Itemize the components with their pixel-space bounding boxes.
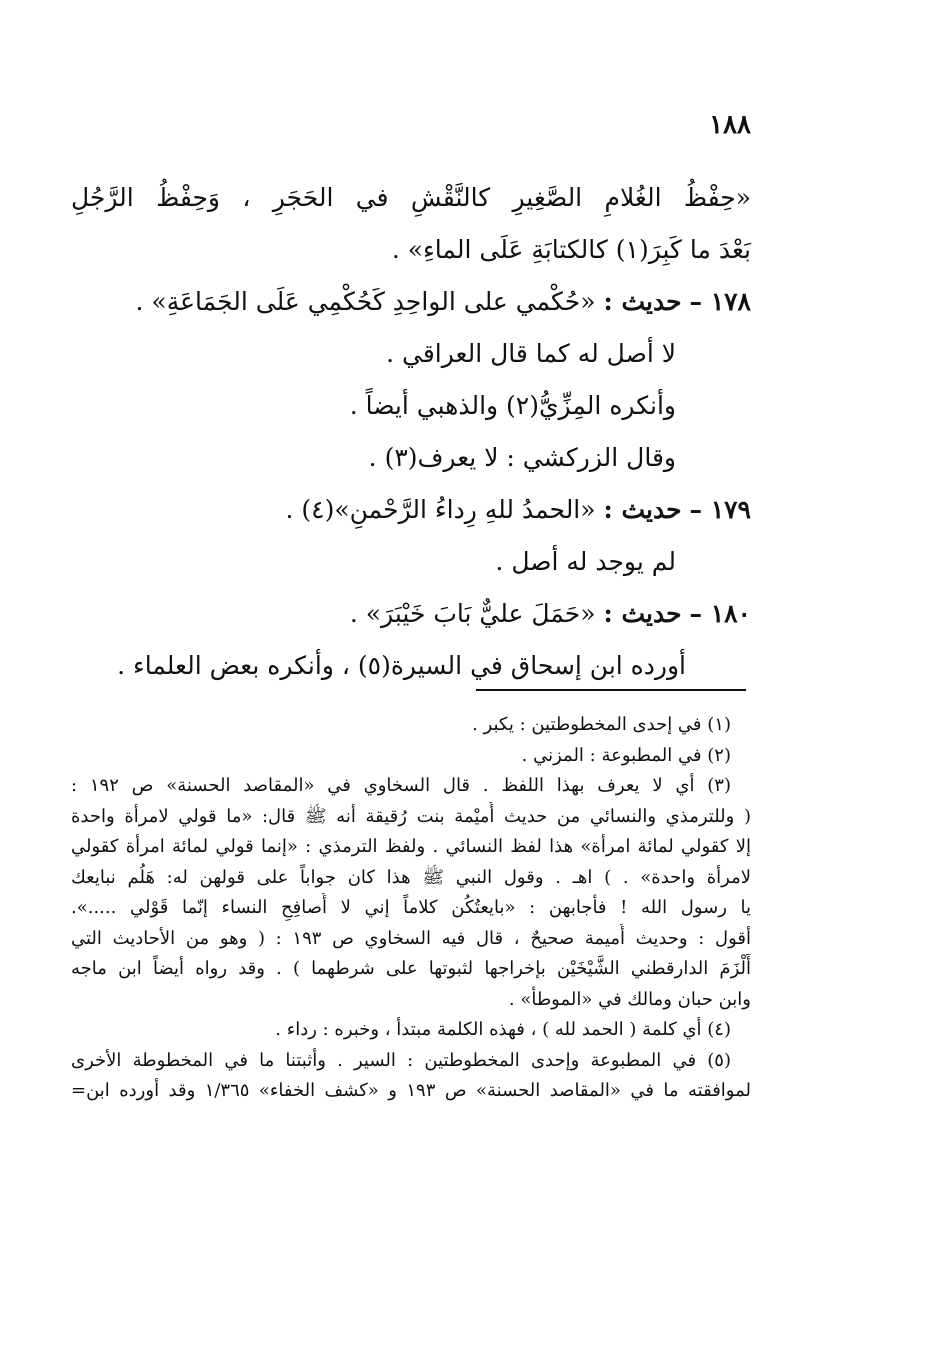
- page-number: ١٨٨: [709, 110, 751, 140]
- footnote-line: أقول : وحديث أُميمة صحيحٌ ، قال فيه السخاوي ص ١٩٣ : ( وهو من الأحاديث التي: [71, 927, 751, 949]
- hadith-text: «حَمَلَ عليٌّ بَابَ خَيْبَرَ» .: [349, 599, 596, 628]
- text-line: بَعْدَ ما كَبِرَ(١) كالكتابَةِ عَلَى الماءِ» .: [391, 235, 751, 264]
- hadith-text: «حُكْمي على الواحِدِ كَحُكْمِي عَلَى الجَمَاعَةِ» .: [135, 287, 596, 316]
- hadith-note: لا أصل له كما قال العراقي .: [386, 339, 676, 368]
- hadith-number: ١٨٠ –: [689, 599, 751, 628]
- footnote-line: لامرأة واحدة» . ) اهـ . وقول النبي ﷺ هذا كان جواباً على قولهن له: هَلُم نبايعك: [71, 866, 751, 888]
- hadith-heading: [71, 588, 751, 640]
- footnote-line: (١) في إحدى المخطوطتين : يكبر .: [472, 714, 731, 735]
- hadith-note: وقال الزركشي : لا يعرف(٣) .: [368, 443, 676, 472]
- footnote-line: إلا كقولي لمائة امرأة» هذا لفظ النسائي . ولفظ الترمذي : «إنما قولي لمائة امرأة كقولي: [71, 836, 751, 857]
- footnote-divider: [476, 689, 746, 691]
- hadith-label: حديث :: [603, 599, 682, 628]
- footnote-line: يا رسول الله ! فأجابهن : «بايعتُكُن كلاماً إني لا أُصافِحِ النساء إنّما قَوْلي .....».: [71, 897, 751, 918]
- hadith-heading: [71, 276, 751, 328]
- hadith-label: حديث :: [603, 287, 682, 316]
- footnote-line: لموافقته ما في «المقاصد الحسنة» ص ١٩٣ و «كشف الخفاء» ١/٣٦٥ وقد أورده ابن=: [71, 1080, 751, 1101]
- hadith-text: «الحمدُ للهِ رِداءُ الرَّحْمنِ»(٤) .: [285, 495, 596, 524]
- main-text: [71, 172, 751, 692]
- footnote-line: (٤) أي كلمة ( الحمد لله ) ، فهذه الكلمة مبتدأ ، وخبره : رداء .: [275, 1019, 731, 1040]
- text-line: «حِفْظُ الغُلامِ الصَّغِيرِ كالنَّقْشِ في الحَجَرِ ، وَحِفْظُ الرَّجُلِ: [71, 183, 751, 212]
- hadith-note: وأنكره المِزِّيُّ(٢) والذهبي أيضاً .: [349, 391, 676, 420]
- hadith-note: لم يوجد له أصل .: [495, 547, 676, 576]
- hadith-number: ١٧٨ –: [689, 287, 751, 316]
- footnote-line: (٣) أي لا يعرف بهذا اللفظ . قال السخاوي في «المقاصد الحسنة» ص ١٩٢ :: [71, 775, 731, 796]
- footnote-line: أَلْزَمَ الدارقطني الشَّيْخَيْن بإخراجها لثبوتها على شرطهما ) . وقد رواه أيضاً ابن ماجه: [71, 958, 751, 979]
- hadith-note: أورده ابن إسحاق في السيرة(٥) ، وأنكره بعض العلماء .: [117, 651, 686, 680]
- footnote-line: (٢) في المطبوعة : المزني .: [521, 744, 731, 766]
- footnotes: [71, 710, 751, 1107]
- hadith-heading: [71, 484, 751, 536]
- footnote-line: وابن حبان ومالك في «الموطأ» .: [508, 988, 751, 1010]
- footnote-line: (٥) في المطبوعة وإحدى المخطوطتين : السير . وأثبتنا ما في المخطوطة الأخرى: [71, 1049, 731, 1071]
- hadith-number: ١٧٩ –: [689, 495, 751, 524]
- footnote-line: ( وللترمذي والنسائي من حديث أُميْمة بنت رُقيقة أنه ﷺ قال: «ما قولي لامرأة واحدة: [71, 805, 751, 827]
- hadith-label: حديث :: [603, 495, 682, 524]
